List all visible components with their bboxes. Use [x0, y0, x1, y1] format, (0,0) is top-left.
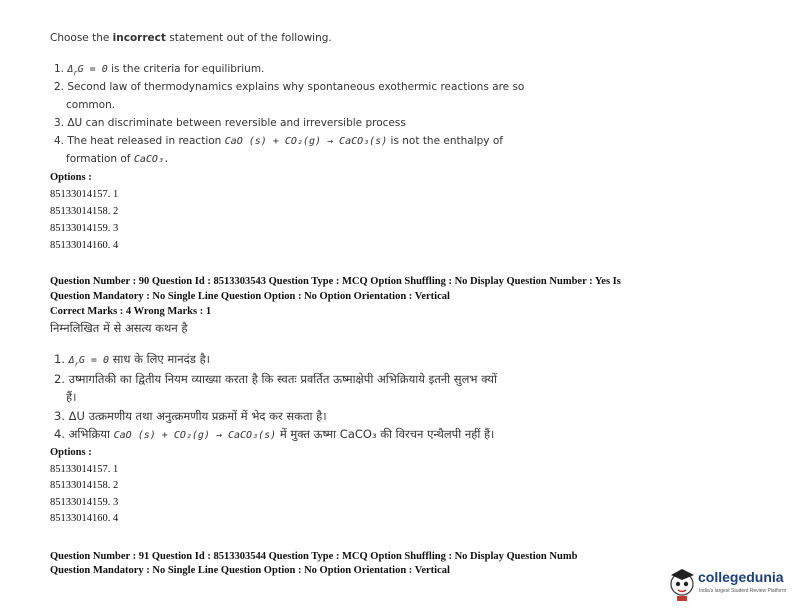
question-meta-line: Question Mandatory : No Single Line Question Option : No Option Orientation : Vertical: [50, 565, 450, 576]
statement-text-continued: formation of: [66, 153, 134, 165]
logo-tagline: India's largest Student Review Platform: [699, 588, 787, 594]
statement-text: साध के लिए मानदंड है।: [109, 352, 211, 366]
options-label: Options :: [50, 172, 92, 183]
math-subscript: r: [73, 69, 78, 78]
statement-text: अभिक्रिया: [68, 427, 114, 441]
option-item: 85133014158. 2: [50, 480, 119, 491]
statement-text: ΔU can discriminate between reversible and irreversible process: [67, 117, 406, 129]
statement-3: [54, 117, 406, 129]
logo-wordmark: collegedunia: [698, 569, 784, 585]
statement-text: ΔU उत्क्रमणीय तथा अनुत्क्रमणीय प्रक्रमों में भेद कर सकता है।: [68, 409, 327, 423]
statement-text: Second law of thermodynamics explains why spontaneous exothermic reactions are so: [67, 81, 525, 93]
statement-text: is the criteria for equilibrium.: [107, 63, 265, 75]
statement-number: 4.: [54, 427, 65, 441]
math-delta: Δ: [68, 355, 75, 366]
option-item: 85133014159. 3: [50, 497, 119, 508]
prompt-text-pre: Choose the: [50, 32, 113, 44]
statement-1: [54, 63, 264, 77]
statement-4-continued: [66, 153, 170, 165]
statement-2-hindi: [54, 372, 497, 387]
statement-number: 2.: [54, 372, 65, 386]
option-item: 85133014157. 1: [50, 189, 119, 200]
option-item: 85133014160. 4: [50, 240, 119, 251]
math-expression: G = 0: [78, 355, 109, 366]
reaction-equation: CaO (s) + CO₂(g) → CaCO₃(s): [224, 136, 388, 147]
math-subscript: r: [74, 360, 79, 369]
statement-2: [54, 81, 524, 93]
mascot-icon: [668, 565, 698, 603]
statement-number: 1.: [54, 352, 65, 366]
statement-4-hindi: [54, 427, 494, 442]
question-meta-line: Question Mandatory : No Single Line Question Option : No Option Orientation : Vertical: [50, 291, 450, 302]
math-expression: G = 0: [77, 64, 108, 75]
statement-number: 3.: [54, 117, 65, 129]
question-prompt-hindi: निम्नलिखित में से असत्य कथन है: [50, 321, 188, 335]
question-meta-line: Question Number : 90 Question Id : 8513303543 Question Type : MCQ Option Shuffling : No Display Question Number : Yes Is: [50, 276, 621, 287]
question-prompt: [50, 32, 332, 44]
statement-number: 3.: [54, 409, 65, 423]
statement-text: is not the enthalpy of: [387, 135, 503, 147]
options-label: Options :: [50, 447, 92, 458]
statement-4: [54, 135, 503, 147]
prompt-text-post: statement out of the following.: [165, 32, 332, 44]
chemical-formula: CaCO₃.: [133, 154, 170, 165]
statement-text-continued: हैं।: [66, 390, 77, 404]
reaction-equation: CaO (s) + CO₂(g) → CaCO₃(s): [113, 430, 277, 441]
statement-number: 4.: [54, 135, 65, 147]
question-meta-line: Question Number : 91 Question Id : 8513303544 Question Type : MCQ Option Shuffling : No Display Question Numb: [50, 551, 578, 562]
prompt-emphasis: incorrect: [112, 32, 166, 44]
statement-text: The heat released in reaction: [67, 135, 225, 147]
statement-text: में मुक्त ऊष्मा CaCO₃ की विरचन एन्थैलपी नहीं हैं।: [276, 427, 495, 441]
statement-3-hindi: [54, 409, 327, 424]
option-item: 85133014158. 2: [50, 206, 119, 217]
option-item: 85133014160. 4: [50, 513, 119, 524]
statement-text: उष्मागतिकी का द्वितीय नियम व्याख्या करता है कि स्वतः प्रवर्तित ऊष्माक्षेपी अभिक्रियाये इतनी सुलभ क्यों: [68, 372, 497, 386]
statement-1-hindi: [54, 352, 210, 368]
collegedunia-logo: [668, 565, 788, 607]
marks-line: Correct Marks : 4 Wrong Marks : 1: [50, 306, 212, 317]
statement-number: 2.: [54, 81, 65, 93]
statement-text-continued: common.: [66, 99, 116, 111]
statement-number: 1.: [54, 63, 65, 75]
option-item: 85133014159. 3: [50, 223, 119, 234]
option-item: 85133014157. 1: [50, 464, 119, 475]
math-delta: Δ: [67, 64, 74, 75]
